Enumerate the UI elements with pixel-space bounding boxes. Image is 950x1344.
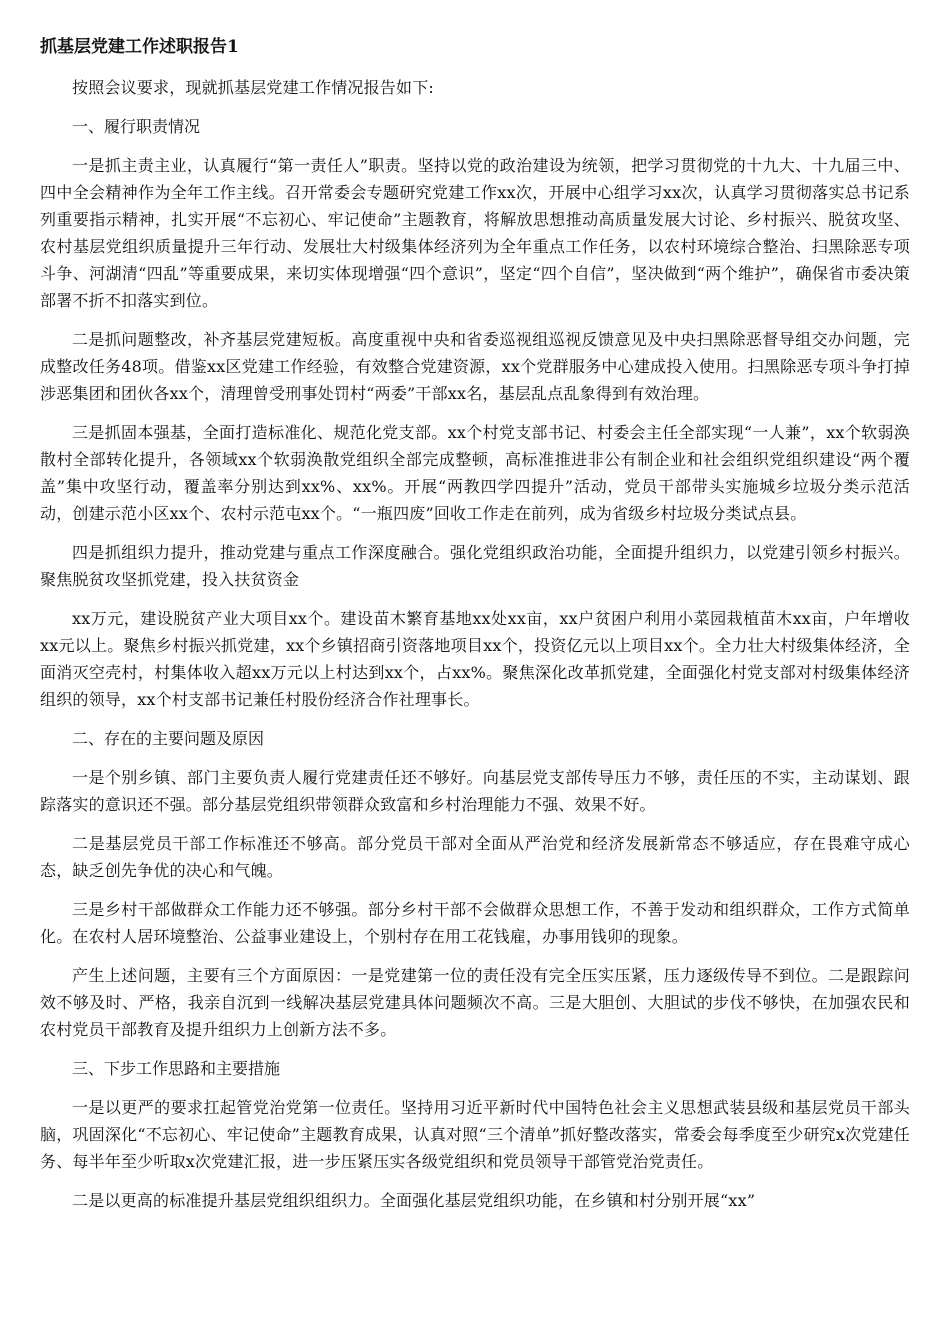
section-1-paragraph-3: 三是抓固本强基，全面打造标准化、规范化党支部。xx个村党支部书记、村委会主任全部实现“一人兼”，xx个软弱涣散村全部转化提升，各领域xx个软弱涣散党组织全部完成整顿，高标准推进非公有制企业和社会组织党组织建设“两个覆盖”集中攻坚行动，覆盖率分别达到xx%、xx%。开展“两教四学四提升”活动，党员干部带头实施城乡垃圾分类示范活动，创建示范小区xx个、农村示范屯xx个。“一瓶四废”回收工作走在前列，成为省级乡村垃圾分类试点县。 [40,423,910,523]
section-1-heading: 一、履行职责情况 [72,117,201,136]
section-2-paragraph-1: 一是个别乡镇、部门主要负责人履行党建责任还不够好。向基层党支部传导压力不够，责任压的不实，主动谋划、跟踪落实的意识还不强。部分基层党组织带领群众致富和乡村治理能力不强、效果不好。 [40,768,910,814]
section-1-paragraph-5: xx万元，建设脱贫产业大项目xx个。建设苗木繁育基地xx处xx亩，xx户贫困户利用小菜园栽植苗木xx亩，户年增收xx元以上。聚焦乡村振兴抓党建，xx个乡镇招商引资落地项目xx个，投资亿元以上项目xx个。全力壮大村级集体经济，全面消灭空壳村，村集体收入超xx万元以上村达到xx个，占xx%。聚焦深化改革抓党建，全面强化村党支部对村级集体经济组织的领导，xx个村支部书记兼任村股份经济合作社理事长。 [40,609,910,709]
section-1-paragraph-2: 二是抓问题整改，补齐基层党建短板。高度重视中央和省委巡视组巡视反馈意见及中央扫黑除恶督导组交办问题，完成整改任务48项。借鉴xx区党建工作经验，有效整合党建资源，xx个党群服务中心建成投入使用。扫黑除恶专项斗争打掉涉恶集团和团伙各xx个，清理曾受刑事处罚村“两委”干部xx名，基层乱点乱象得到有效治理。 [40,330,910,403]
section-3-paragraph-2: 二是以更高的标准提升基层党组织组织力。全面强化基层党组织功能，在乡镇和村分别开展“xx” [72,1191,756,1210]
section-1-paragraph-4: 四是抓组织力提升，推动党建与重点工作深度融合。强化党组织政治功能，全面提升组织力，以党建引领乡村振兴。聚焦脱贫攻坚抓党建，投入扶贫资金 [40,543,910,589]
section-2-paragraph-3: 三是乡村干部做群众工作能力还不够强。部分乡村干部不会做群众思想工作，不善于发动和组织群众，工作方式简单化。在农村人居环境整治、公益事业建设上，个别村存在用工花钱雇，办事用钱卯的现象。 [40,900,910,946]
section-3-paragraph-1: 一是以更严的要求扛起管党治党第一位责任。坚持用习近平新时代中国特色社会主义思想武装县级和基层党员干部头脑，巩固深化“不忘初心、牢记使命”主题教育成果，认真对照“三个清单”抓好整改落实，常委会每季度至少研究x次党建任务、每半年至少听取x次党建汇报，进一步压紧压实各级党组织和党员领导干部管党治党责任。 [40,1098,910,1171]
intro-paragraph: 按照会议要求，现就抓基层党建工作情况报告如下: [72,78,434,97]
section-2-heading: 二、存在的主要问题及原因 [72,729,265,748]
section-2-paragraph-4: 产生上述问题，主要有三个方面原因：一是党建第一位的责任没有完全压实压紧，压力逐级传导不到位。二是跟踪问效不够及时、严格，我亲自沉到一线解决基层党建具体问题频次不高。三是大胆创、大胆试的步伐不够快，在加强农民和农村党员干部教育及提升组织力上创新方法不多。 [40,966,910,1039]
section-3-heading: 三、下步工作思路和主要措施 [72,1059,281,1078]
section-2-paragraph-2: 二是基层党员干部工作标准还不够高。部分党员干部对全面从严治党和经济发展新常态不够适应，存在畏难守成心态，缺乏创先争优的决心和气魄。 [40,834,910,880]
section-1-paragraph-1: 一是抓主责主业，认真履行“第一责任人”职责。坚持以党的政治建设为统领，把学习贯彻党的十九大、十九届三中、四中全会精神作为全年工作主线。召开常委会专题研究党建工作xx次，开展中心组学习xx次，认真学习贯彻落实总书记系列重要指示精神，扎实开展“不忘初心、牢记使命”主题教育，将解放思想推动高质量发展大讨论、乡村振兴、脱贫攻坚、农村基层党组织质量提升三年行动、发展壮大村级集体经济列为全年重点工作任务，以农村环境综合整治、扫黑除恶专项斗争、河湖清“四乱”等重要成果，来切实体现增强“四个意识”，坚定“四个自信”，坚决做到“两个维护”，确保省市委决策部署不折不扣落实到位。 [40,156,910,310]
document-title: 抓基层党建工作述职报告1 [40,37,239,57]
